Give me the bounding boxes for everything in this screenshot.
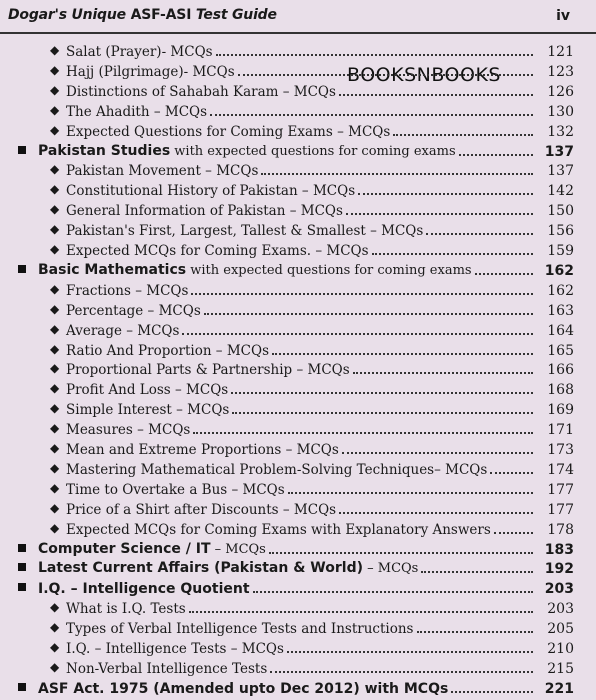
entry-page-number: 164 xyxy=(547,322,574,339)
toc-entry xyxy=(0,657,596,677)
entry-page-number: 163 xyxy=(547,302,574,319)
entry-title-text: Salat (Prayer)- MCQs xyxy=(66,44,213,60)
square-bullet-icon xyxy=(18,583,26,591)
entry-title-text: Pakistan Movement – MCQs xyxy=(66,163,259,180)
diamond-bullet-icon: ◆ xyxy=(50,480,60,495)
dot-leader xyxy=(191,293,533,295)
dot-leader xyxy=(421,571,533,573)
dot-leader xyxy=(204,313,533,315)
entry-page-number: 162 xyxy=(547,282,574,299)
toc-entry xyxy=(0,199,596,219)
diamond-bullet-icon: ◆ xyxy=(50,640,60,654)
entry-title-text: Constitutional History of Pakistan – MCQs xyxy=(66,183,356,200)
dot-leader xyxy=(475,273,533,275)
entry-title xyxy=(66,621,414,637)
entry-title-text: Fractions – MCQs xyxy=(66,282,189,299)
entry-title-text: Expected Questions for Coming Exams – MCQs xyxy=(66,123,391,140)
entry-title xyxy=(66,343,269,359)
dot-leader xyxy=(232,412,533,414)
entry-title xyxy=(66,323,179,339)
entry-title xyxy=(66,243,369,259)
entry-title-text: Measures – MCQs xyxy=(66,422,191,439)
entry-page-number: 183 xyxy=(544,541,574,558)
entry-title xyxy=(66,362,350,378)
entry-title xyxy=(38,681,448,697)
toc-entry xyxy=(0,239,596,259)
diamond-bullet-icon: ◆ xyxy=(50,242,60,256)
book-title xyxy=(8,7,277,23)
dot-leader xyxy=(287,651,533,653)
toc-entry xyxy=(0,100,596,120)
entry-title xyxy=(66,462,487,478)
entry-title-text: Pakistan's First, Largest, Tallest & Smallest – MCQs xyxy=(66,223,424,240)
entry-page-number: 203 xyxy=(544,581,574,598)
page-number: iv xyxy=(556,8,570,24)
title-suffix: Test Guide xyxy=(191,7,277,23)
entry-title xyxy=(38,143,456,160)
entry-title xyxy=(66,163,258,179)
entry-title xyxy=(66,522,491,538)
entry-title-text: Mean and Extreme Proportions – MCQs xyxy=(66,442,339,458)
square-bullet-icon xyxy=(18,146,26,154)
toc-entry xyxy=(0,398,596,418)
entry-title xyxy=(66,661,267,677)
entry-title xyxy=(66,303,201,319)
entry-title-text: ASF Act. 1975 (Amended upto Dec 2012) with MCQs xyxy=(38,680,449,697)
entry-title xyxy=(66,104,207,120)
entry-title xyxy=(66,44,213,60)
dot-leader xyxy=(339,512,533,514)
toc-entry xyxy=(0,418,596,438)
dot-leader xyxy=(182,333,533,335)
dot-leader xyxy=(353,372,533,374)
entry-page-number: 177 xyxy=(547,481,574,498)
diamond-bullet-icon: ◆ xyxy=(50,321,60,336)
entry-title-text: Profit And Loss – MCQs xyxy=(66,382,229,399)
entry-title xyxy=(38,560,418,577)
square-bullet-icon xyxy=(18,544,26,552)
entry-page-number: 137 xyxy=(547,163,574,180)
entry-title-text: I.Q. – Intelligence Tests – MCQs xyxy=(66,641,284,657)
entry-note: with expected questions for coming exams xyxy=(186,262,472,278)
entry-page-number: 159 xyxy=(547,243,574,259)
toc-entry xyxy=(0,279,596,299)
entry-note: – MCQs xyxy=(210,541,266,557)
dot-leader xyxy=(393,134,533,136)
entry-page-number: 162 xyxy=(544,262,574,279)
toc-section xyxy=(0,259,596,279)
entry-page-number: 121 xyxy=(547,44,574,60)
entry-page-number: 130 xyxy=(547,103,574,120)
entry-page-number: 203 xyxy=(547,601,574,618)
diamond-bullet-icon: ◆ xyxy=(50,43,60,57)
entry-title-text: Expected MCQs for Coming Exams. – MCQs xyxy=(66,243,369,259)
dot-leader xyxy=(231,392,533,394)
dot-leader xyxy=(451,691,533,693)
toc-section xyxy=(0,538,596,558)
entry-title-text: Mastering Mathematical Problem-Solving Techniques– MCQs xyxy=(66,461,488,478)
entry-page-number: 205 xyxy=(547,621,574,638)
entry-page-number: 192 xyxy=(544,561,574,578)
entry-page-number: 137 xyxy=(544,143,574,160)
entry-title xyxy=(66,283,188,299)
toc-entry xyxy=(0,80,596,100)
toc-entry xyxy=(0,597,596,617)
toc-entry xyxy=(0,518,596,538)
diamond-bullet-icon: ◆ xyxy=(50,62,60,77)
entry-title xyxy=(66,482,285,498)
dot-leader xyxy=(346,213,533,215)
dot-leader xyxy=(210,114,533,116)
diamond-bullet-icon: ◆ xyxy=(50,381,60,396)
entry-page-number: 156 xyxy=(547,223,574,240)
diamond-bullet-icon: ◆ xyxy=(50,600,60,615)
watermark: BOOKSNBOOKS xyxy=(347,64,501,86)
entry-title xyxy=(66,183,355,199)
dot-leader xyxy=(339,94,533,96)
diamond-bullet-icon: ◆ xyxy=(50,162,60,177)
entry-page-number: 171 xyxy=(547,422,574,439)
diamond-bullet-icon: ◆ xyxy=(50,102,60,117)
dot-leader xyxy=(372,253,533,255)
page-header xyxy=(0,0,596,34)
entry-title-text: Distinctions of Sahabah Karam – MCQs xyxy=(66,83,336,100)
toc-entry xyxy=(0,378,596,398)
entry-title-text: Basic Mathematics xyxy=(38,261,187,278)
entry-page-number: 169 xyxy=(547,402,574,419)
diamond-bullet-icon: ◆ xyxy=(50,500,60,515)
dot-leader xyxy=(288,492,533,494)
dot-leader xyxy=(358,193,533,195)
toc-section xyxy=(0,140,596,160)
entry-title xyxy=(66,641,284,657)
toc-entry xyxy=(0,299,596,319)
entry-title xyxy=(66,442,339,458)
entry-title-text: Ratio And Proportion – MCQs xyxy=(66,342,269,359)
toc-section xyxy=(0,577,596,597)
entry-title xyxy=(38,581,250,597)
entry-page-number: 142 xyxy=(547,183,574,200)
dot-leader xyxy=(417,631,534,633)
entry-note: – MCQs xyxy=(363,561,419,577)
dot-leader xyxy=(494,532,533,534)
toc-entry xyxy=(0,159,596,179)
entry-page-number: 132 xyxy=(547,123,574,140)
diamond-bullet-icon: ◆ xyxy=(50,460,60,475)
diamond-bullet-icon: ◆ xyxy=(50,122,60,137)
dot-leader xyxy=(269,552,533,554)
entry-page-number: 150 xyxy=(547,203,574,220)
entry-title xyxy=(66,502,336,518)
dot-leader xyxy=(426,233,533,235)
entry-title xyxy=(66,402,229,418)
entry-page-number: 168 xyxy=(547,382,574,399)
entry-page-number: 165 xyxy=(547,342,574,359)
dot-leader xyxy=(342,452,533,454)
entry-page-number: 177 xyxy=(547,501,574,518)
entry-page-number: 221 xyxy=(544,680,574,697)
dot-leader xyxy=(490,472,533,474)
entry-title-text: Hajj (Pilgrimage)- MCQs xyxy=(66,63,235,80)
diamond-bullet-icon: ◆ xyxy=(50,182,60,197)
dot-leader xyxy=(272,353,533,355)
diamond-bullet-icon: ◆ xyxy=(50,520,60,535)
toc-entry xyxy=(0,120,596,140)
toc-entry xyxy=(0,358,596,378)
diamond-bullet-icon: ◆ xyxy=(50,659,60,674)
entry-page-number: 123 xyxy=(547,63,574,80)
entry-title-text: Latest Current Affairs (Pakistan & World) xyxy=(38,560,363,577)
diamond-bullet-icon: ◆ xyxy=(50,82,60,97)
toc-entry xyxy=(0,219,596,239)
entry-title-text: Simple Interest – MCQs xyxy=(66,402,230,419)
entry-title-text: Pakistan Studies xyxy=(38,142,171,159)
entry-title xyxy=(66,124,390,140)
dot-leader xyxy=(459,154,533,156)
title-brand: ASF-ASI xyxy=(130,7,192,23)
toc-entry xyxy=(0,40,596,60)
dot-leader xyxy=(253,591,533,593)
diamond-bullet-icon: ◆ xyxy=(50,202,60,217)
entry-title xyxy=(66,64,235,80)
diamond-bullet-icon: ◆ xyxy=(50,421,60,436)
toc-section xyxy=(0,677,596,697)
entry-page-number: 174 xyxy=(547,461,574,478)
square-bullet-icon xyxy=(18,683,26,691)
dot-leader xyxy=(193,432,533,434)
entry-title-text: Average – MCQs xyxy=(66,322,180,339)
square-bullet-icon xyxy=(18,265,26,273)
toc-section xyxy=(0,557,596,577)
toc-entry xyxy=(0,60,596,80)
toc-entry xyxy=(0,319,596,339)
entry-title xyxy=(38,262,472,279)
title-prefix: Dogar's Unique xyxy=(8,7,131,23)
entry-title xyxy=(66,422,190,438)
entry-page-number: 166 xyxy=(547,362,574,379)
entry-title xyxy=(66,203,343,219)
toc-entry xyxy=(0,458,596,478)
diamond-bullet-icon: ◆ xyxy=(50,222,60,237)
entry-title xyxy=(66,223,423,239)
entry-page-number: 178 xyxy=(547,521,574,538)
toc-entry xyxy=(0,179,596,199)
diamond-bullet-icon: ◆ xyxy=(50,620,60,635)
entry-page-number: 215 xyxy=(547,660,574,677)
dot-leader xyxy=(270,671,533,673)
dot-leader xyxy=(238,74,533,76)
diamond-bullet-icon: ◆ xyxy=(50,361,60,376)
entry-title-text: Percentage – MCQs xyxy=(66,302,201,319)
entry-title-text: Non-Verbal Intelligence Tests xyxy=(66,660,268,677)
entry-title-text: General Information of Pakistan – MCQs xyxy=(66,203,343,220)
entry-title xyxy=(66,84,336,100)
entry-page-number: 210 xyxy=(547,641,574,657)
dot-leader xyxy=(261,173,533,175)
entry-title-text: Types of Verbal Intelligence Tests and Instructions xyxy=(66,621,414,638)
entry-title-text: Time to Overtake a Bus – MCQs xyxy=(66,481,285,498)
toc-entry xyxy=(0,498,596,518)
entry-title xyxy=(66,382,228,398)
square-bullet-icon xyxy=(18,563,26,571)
entry-page-number: 173 xyxy=(547,442,574,458)
diamond-bullet-icon: ◆ xyxy=(50,301,60,316)
entry-title-text: What is I.Q. Tests xyxy=(66,601,186,618)
dot-leader xyxy=(216,54,533,56)
entry-page-number: 126 xyxy=(547,83,574,100)
entry-title-text: Proportional Parts & Partnership – MCQs xyxy=(66,362,350,379)
diamond-bullet-icon: ◆ xyxy=(50,401,60,416)
diamond-bullet-icon: ◆ xyxy=(50,341,60,356)
toc-entry xyxy=(0,617,596,637)
entry-title xyxy=(38,541,266,558)
entry-title-text: Computer Science / IT xyxy=(38,540,211,557)
entry-title-text: The Ahadith – MCQs xyxy=(66,103,208,120)
diamond-bullet-icon: ◆ xyxy=(50,441,60,455)
toc-entry xyxy=(0,637,596,657)
toc-entry xyxy=(0,339,596,359)
diamond-bullet-icon: ◆ xyxy=(50,281,60,296)
entry-title-text: Expected MCQs for Coming Exams with Explanatory Answers xyxy=(66,521,491,538)
entry-title-text: I.Q. – Intelligence Quotient xyxy=(38,581,250,598)
entry-note: with expected questions for coming exams xyxy=(170,143,456,159)
entry-title xyxy=(66,601,186,617)
dot-leader xyxy=(189,611,533,613)
toc-entry xyxy=(0,438,596,458)
toc-entry xyxy=(0,478,596,498)
entry-title-text: Price of a Shirt after Discounts – MCQs xyxy=(66,501,337,518)
